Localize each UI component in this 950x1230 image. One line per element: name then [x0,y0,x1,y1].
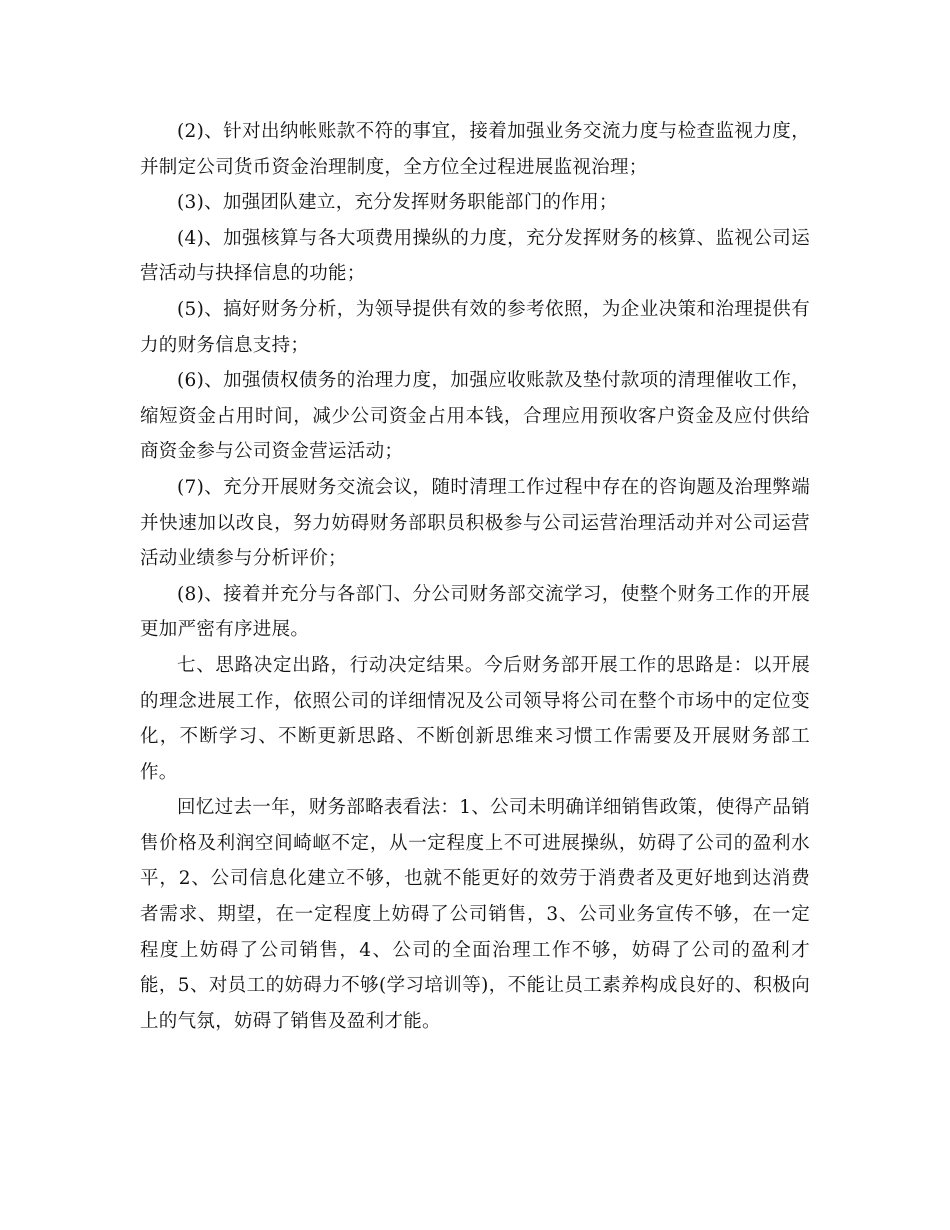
paragraph-item-3: (3)、加强团队建立，充分发挥财务职能部门的作用； [177,192,618,214]
paragraph-item-6: (6)、加强债权债务的治理力度，加强应收账款及垫付款项的清理催收工作，缩短资金占用时间，减少公司资金占用本钱，合理应用预收客户资金及应付供给商资金参与公司资金营运活动； [140,370,810,463]
document-body [140,114,810,1039]
paragraph-item-8: (8)、接着并充分与各部门、分公司财务部交流学习，使整个财务工作的开展更加严密有序进展。 [140,583,810,641]
paragraph-item-7: (7)、充分开展财务交流会议，随时清理工作过程中存在的咨询题及治理弊端并快速加以改良，努力妨碍财务部职员积极参与公司运营治理活动并对公司运营活动业绩参与分析评价； [140,476,810,570]
paragraph-review-summary: 回忆过去一年，财务部略表看法：1、公司未明确详细销售政策，使得产品销售价格及利润空间崎岖不定，从一定程度上不可进展操纵，妨碍了公司的盈利水平，2、公司信息化建立不够，也就不能更好的效劳于消费者及更好地到达消费者需求、期望，在一定程度上妨碍了公司销售，3、公司业务宣传不够，在一定程度上妨碍了公司销售，4、公司的全面治理工作不够，妨碍了公司的盈利才能，5、对员工的妨碍力不够(学习培训等)，不能让员工素养构成良好的、积极向上的气氛，妨碍了销售及盈利才能。 [140,797,810,1032]
paragraph-section-seven: 七、思路决定出路，行动决定结果。今后财务部开展工作的思路是：以开展的理念进展工作，依照公司的详细情况及公司领导将公司在整个市场中的定位变化，不断学习、不断更新思路、不断创新思维来习惯工作需要及开展财务部工作。 [140,654,810,783]
paragraph-item-5: (5)、搞好财务分析，为领导提供有效的参考依照，为企业决策和治理提供有力的财务信息支持； [140,298,810,356]
paragraph-item-4: (4)、加强核算与各大项费用操纵的力度，充分发挥财务的核算、监视公司运营活动与抉择信息的功能； [140,227,810,285]
paragraph-item-2: (2)、针对出纳帐账款不符的事宜，接着加强业务交流力度与检查监视力度，并制定公司货币资金治理制度，全方位全过程进展监视治理； [140,121,810,178]
